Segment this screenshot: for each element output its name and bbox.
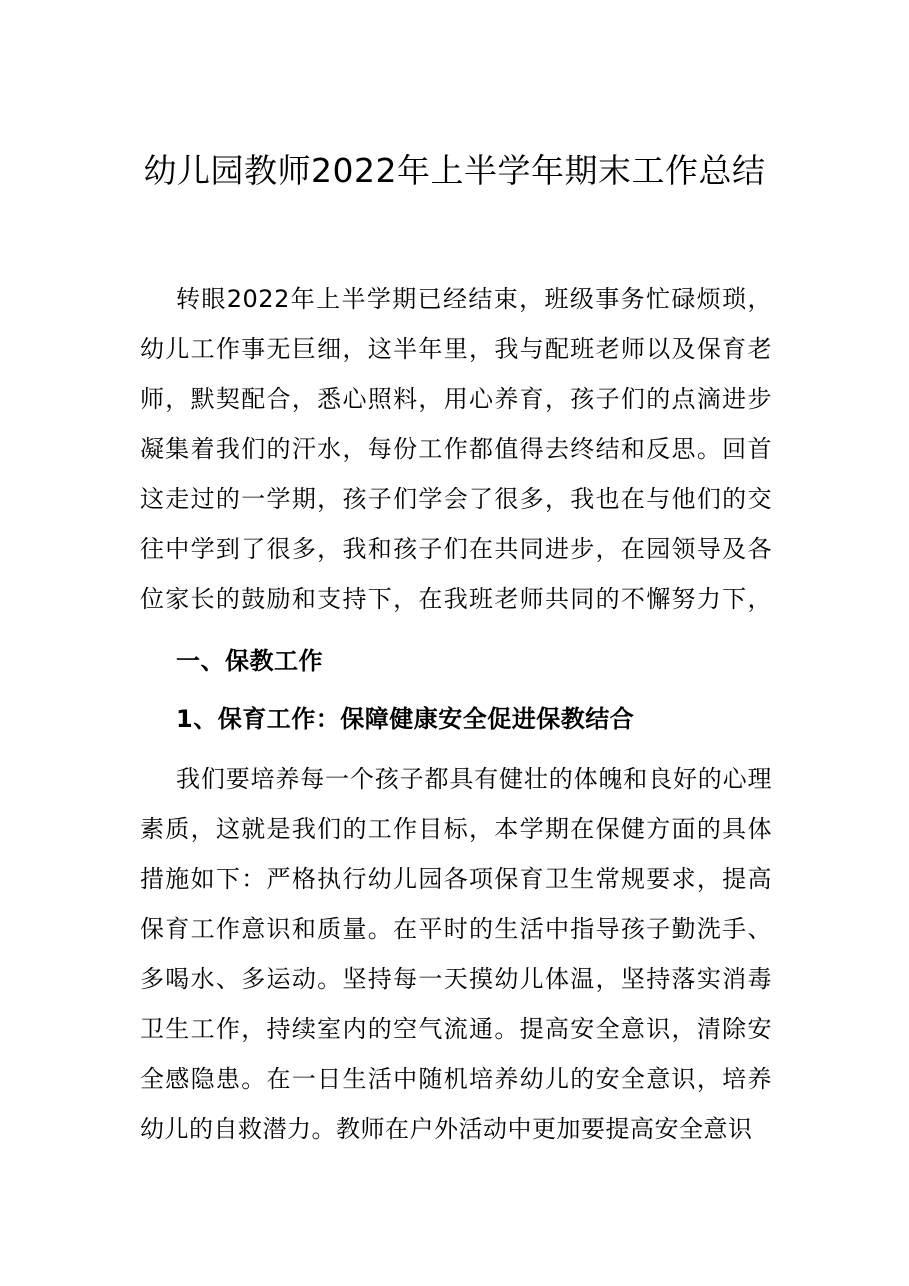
document-body <box>140 274 772 1154</box>
document-title: 幼儿园教师2022年上半学年期末工作总结 <box>143 151 766 190</box>
intro-paragraph: 转眼2022年上半学期已经结束，班级事务忙碌烦琐，幼儿工作事无巨细，这半年里，我与配班老师以及保育老师，默契配合，悉心照料，用心养育，孩子们的点滴进步凝集着我们的汗水，每份工作都值得去终结和反思。回首这走过的一学期，孩子们学会了很多，我也在与他们的交往中学到了很多，我和孩子们在共同进步，在园领导及各位家长的鼓励和支持下，在我班老师共同的不懈努力下， <box>140 285 772 613</box>
section-heading-care-education: 一、保教工作 <box>176 647 323 675</box>
subsection-heading-childcare: 1、保育工作：保障健康安全促进保教结合 <box>176 705 635 733</box>
childcare-paragraph: 我们要培养每一个孩子都具有健壮的体魄和良好的心理素质，这就是我们的工作目标，本学期在保健方面的具体措施如下：严格执行幼儿园各项保育卫生常规要求，提高保育工作意识和质量。在平时的生活中指导孩子勤洗手、多喝水、多运动。坚持每一天摸幼儿体温，坚持落实消毒卫生工作，持续室内的空气流通。提高安全意识，清除安全感隐患。在一日生活中随机培养幼儿的安全意识，培养幼儿的自救潜力。教师在户外活动中更加要提高安全意识 <box>140 765 772 1143</box>
